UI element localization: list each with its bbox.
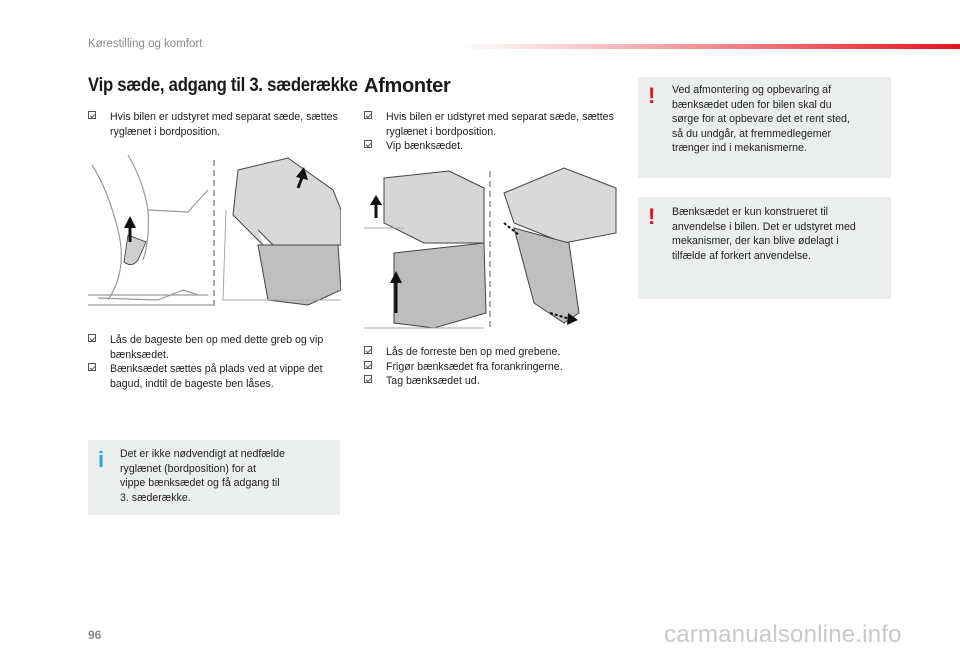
warning-box: [638, 77, 891, 178]
seat-removal-drawing: [364, 163, 617, 333]
middle-intro-list: [364, 110, 614, 154]
left-steps-list: [88, 333, 343, 391]
list-item: Lås de forreste ben op med grebene.: [364, 345, 614, 360]
warning-text: Ved afmontering og opbevaring af bænksædet uden for bilen skal du sørge for at opbevare det et rent sted, så du undgår, at fremmedlegemer trænger ind i mekanismerne.: [672, 84, 850, 154]
checkbox-bullet-icon: [364, 346, 372, 354]
warning-text: Bænksædet er kun konstrueret til anvendelse i bilen. Det er udstyret med mekanismer, der kan blive ødelagt i tilfælde af forkert anvendelse.: [672, 206, 856, 262]
illustration-seat-removal: [364, 163, 617, 333]
left-intro-list: [88, 110, 343, 139]
list-item: Hvis bilen er udstyret med separat sæde, sættes ryglænet i bordposition.: [88, 110, 343, 139]
checkbox-bullet-icon: [88, 111, 96, 119]
middle-steps-list: [364, 345, 614, 389]
warning-icon: !: [648, 83, 656, 108]
header-accent-line: [460, 44, 960, 49]
warning-icon: !: [648, 204, 656, 229]
middle-title: Afmonter: [364, 75, 451, 97]
illustration-seat-tilt: [88, 150, 341, 320]
list-item: Bænksædet sættes på plads ved at vippe det bagud, indtil de bageste ben låses.: [88, 362, 343, 391]
watermark: carmanualsonline.info: [664, 621, 902, 648]
checkbox-bullet-icon: [364, 111, 372, 119]
checkbox-bullet-icon: [88, 363, 96, 371]
warning-box: [638, 197, 891, 299]
list-item: Frigør bænksædet fra forankringerne.: [364, 360, 614, 375]
list-item: Hvis bilen er udstyret med separat sæde, sættes ryglænet i bordposition.: [364, 110, 614, 139]
checkbox-bullet-icon: [88, 334, 96, 342]
info-icon: i: [98, 447, 105, 472]
page-number: 96: [88, 628, 102, 642]
info-note-box: [88, 440, 340, 515]
info-note-text: Det er ikke nødvendigt at nedfælde ryglænet (bordposition) for at vippe bænksædet og få adgang til 3. sæderække.: [120, 448, 285, 504]
seat-tilt-drawing: [88, 150, 341, 320]
list-item: Tag bænksædet ud.: [364, 374, 614, 389]
section-title: Kørestilling og komfort: [88, 38, 203, 50]
checkbox-bullet-icon: [364, 375, 372, 383]
left-title: Vip sæde, adgang til 3. sæderække: [88, 75, 358, 96]
checkbox-bullet-icon: [364, 361, 372, 369]
list-item: Lås de bageste ben op med dette greb og vip bænksædet.: [88, 333, 343, 362]
checkbox-bullet-icon: [364, 140, 372, 148]
list-item: Vip bænksædet.: [364, 139, 614, 154]
